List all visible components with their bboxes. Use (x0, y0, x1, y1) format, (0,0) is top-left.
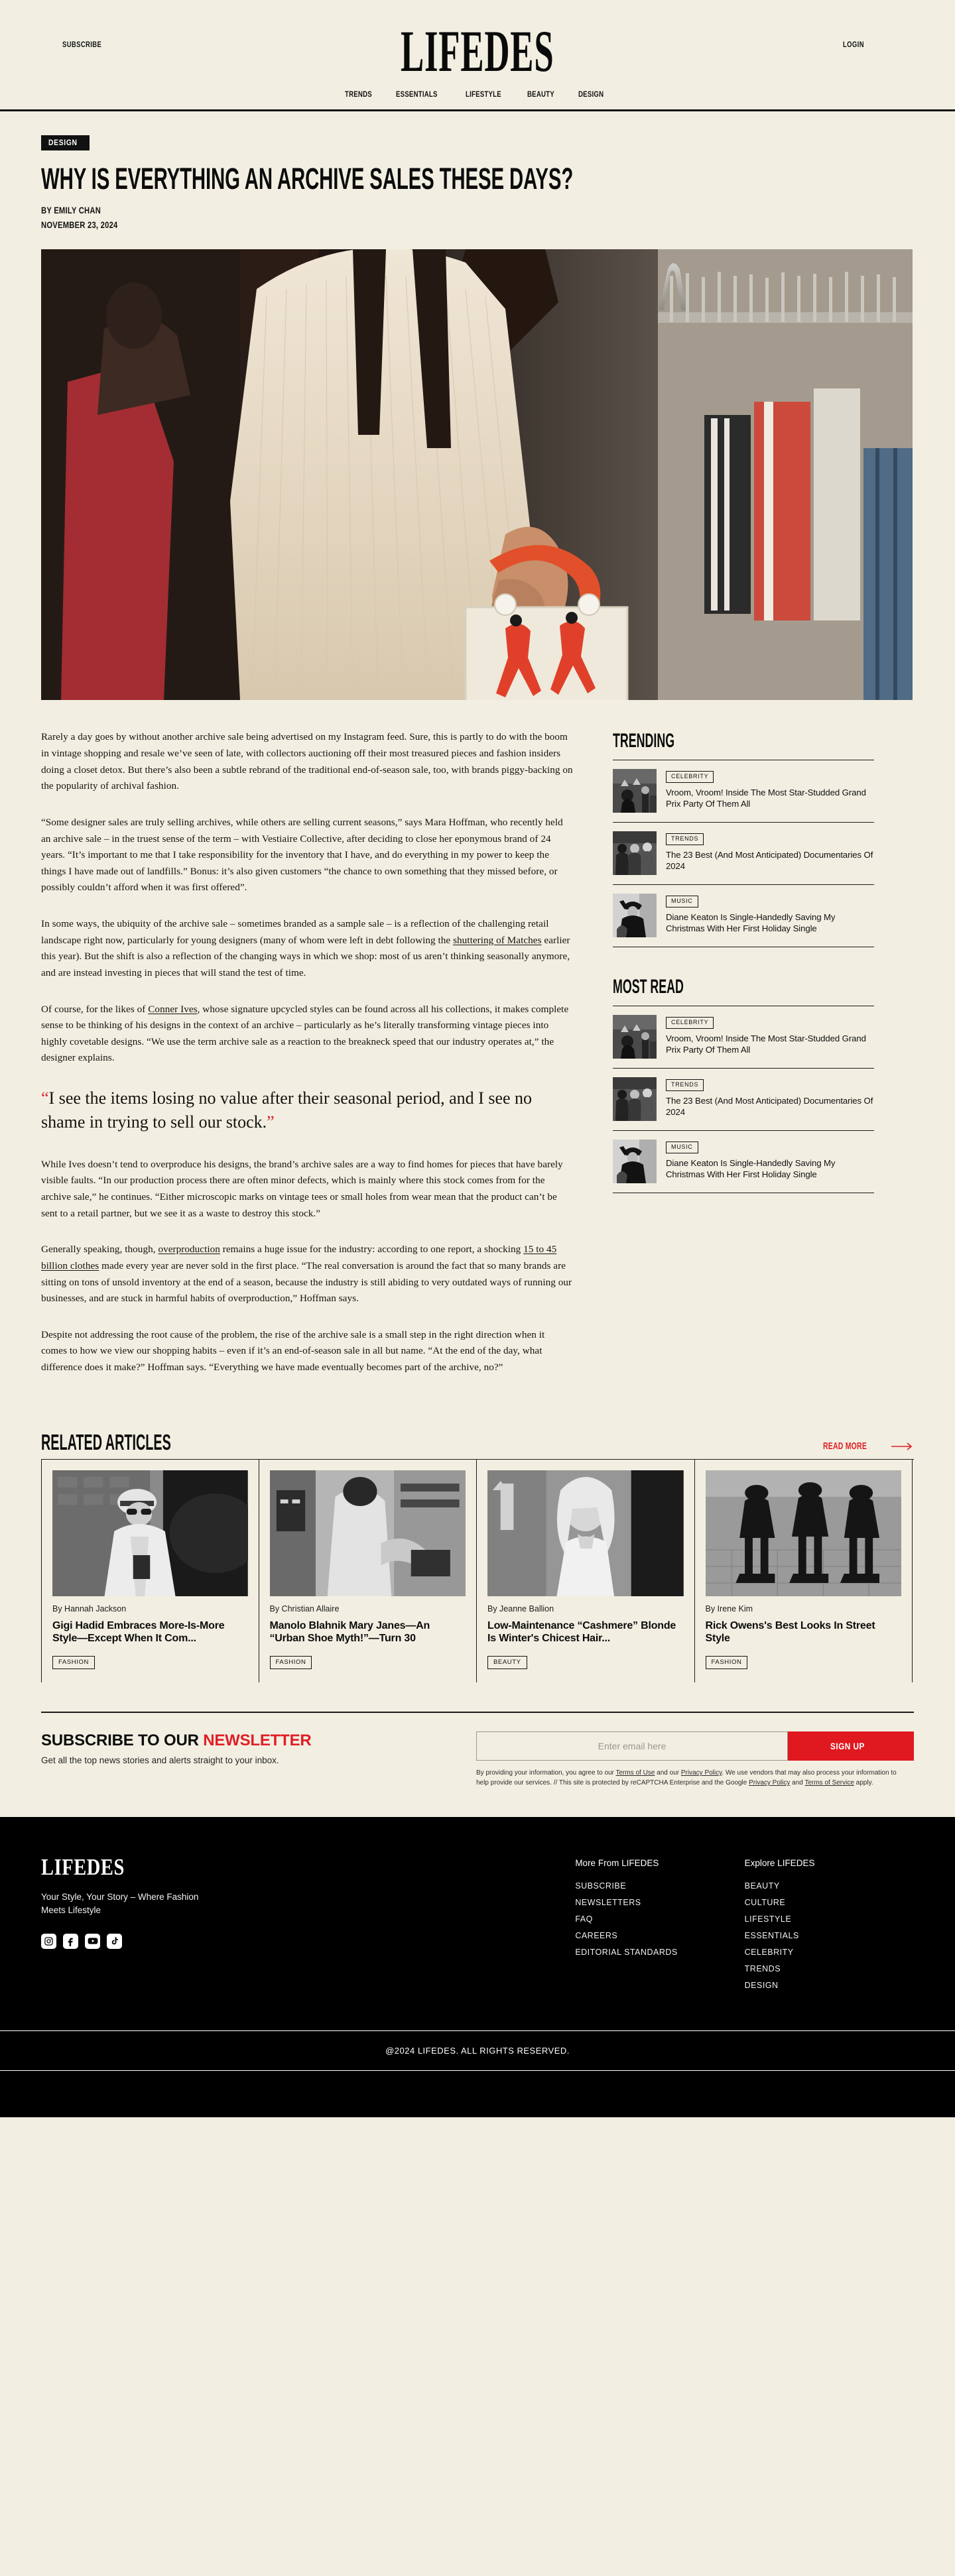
nav-item-design[interactable] (578, 89, 610, 99)
related-title (41, 1430, 238, 1455)
paragraph-text: , whose signature upcycled styles can be found across all his collections, it makes complete sense to be thinking of his designs in the context of an archive – particularly as he’s literally transforming vintage pieces into highly covetable designs. “We use the term archive sale as a reaction to the breakneck speed that our industry operates at,” the designer explains. (41, 1003, 569, 1064)
article-paragraph: “Some designer sales are truly selling archives, while others are selling current seasons,” says Mara Hoffman, who recently held an archive sale – in the truest sense of the term – with Vestiaire Collective, after deciding to close her eponymous brand of 24 years. “It’s important to me that I take responsibility for the inventory that I have, and do everything in my power to keep the things I have made out of landfills.” Bonus: it’s also given customers “the chance to own something that they missed before, or possibly couldn’t afford when it was first offered”. (41, 816, 563, 894)
page-title-text: WHY IS EVERYTHING AN ARCHIVE SALES THESE DAYS? (41, 162, 574, 196)
article-paragraph (41, 916, 573, 982)
site-logo-text: LIFEDES (401, 19, 554, 85)
footer-link-essentials[interactable]: ESSENTIALS (744, 1931, 799, 1941)
card-author: By Hannah Jackson (52, 1604, 127, 1613)
status-badge[interactable]: MUSIC (666, 896, 698, 908)
status-badge[interactable]: TRENDS (666, 833, 704, 846)
list-item-headline: Diane Keaton Is Single-Handedly Saving My Christmas With Her First Holiday Single (666, 1158, 836, 1180)
footer-columns (0, 1855, 955, 1997)
newsletter-signup-section (41, 1712, 914, 1817)
pull-quote-text: I see the items losing no value after their seasonal period, and I see no shame in trying to sell our stock. (41, 1088, 533, 1132)
footer-column-explore (745, 1855, 914, 1997)
thumbnail-image (613, 894, 657, 937)
copyright-bar (0, 2030, 955, 2071)
card-tag[interactable]: FASHION (270, 1656, 312, 1670)
list-item-headline: Diane Keaton Is Single-Handedly Saving My Christmas With Her First Holiday Single (666, 912, 836, 934)
nav-label: ESSENTIALS (396, 89, 438, 99)
card-tag[interactable]: FASHION (52, 1656, 95, 1670)
footer-link-culture[interactable]: CULTURE (744, 1898, 786, 1908)
list-item-headline: The 23 Best (And Most Anticipated) Documentaries Of 2024 (666, 1096, 873, 1118)
privacy-policy-link[interactable]: Privacy Policy (680, 1769, 722, 1777)
header-subscribe-label: SUBSCRIBE (62, 41, 102, 49)
footer-column-title: More From LIFEDES (575, 1858, 659, 1869)
most-read-title (613, 975, 874, 998)
paragraph-text: In some ways, the ubiquity of the archive sale – sometimes branded as a sample sale – is a reflection of the challenging retail landscape right now, particularly for young designers (many of whom were left in debt following the (41, 918, 549, 946)
nav-label: BEAUTY (527, 89, 554, 99)
most-read-module (613, 975, 874, 1193)
list-item-meta (666, 894, 874, 935)
newsletter-legal-text (476, 1768, 907, 1788)
most-read-title-text: MOST READ (613, 975, 684, 998)
card-headline: Low-Maintenance “Cashmere” Blonde Is Winter's Chicest Hair... (487, 1619, 676, 1645)
site-logo[interactable] (0, 19, 955, 85)
card-author: By Irene Kim (705, 1604, 753, 1613)
card-tag[interactable]: FASHION (706, 1656, 748, 1670)
article-paragraph (41, 1002, 573, 1067)
status-badge[interactable]: CELEBRITY (666, 771, 714, 784)
quote-open-mark: “ (41, 1088, 49, 1108)
instagram-icon[interactable] (41, 1934, 56, 1949)
legal-part: and (790, 1779, 805, 1787)
newsletter-copy (41, 1731, 312, 1765)
related-card[interactable] (259, 1460, 478, 1683)
card-thumbnail (52, 1470, 248, 1596)
related-title-text: RELATED ARTICLES (41, 1430, 171, 1455)
article-date: NOVEMBER 23, 2024 (41, 219, 118, 230)
status-badge[interactable]: TRENDS (666, 1079, 704, 1092)
related-cards-row (41, 1459, 914, 1683)
footer-link-lifestyle[interactable]: LIFESTYLE (744, 1914, 792, 1924)
status-badge[interactable]: MUSIC (666, 1142, 698, 1154)
article-author: BY EMILY CHAN (41, 205, 101, 215)
article-paragraph (41, 1242, 573, 1307)
site-footer (0, 1817, 955, 2117)
newsletter-title-accent: NEWSLETTER (203, 1731, 312, 1750)
related-articles-section (0, 1396, 955, 1683)
list-item[interactable] (613, 1069, 874, 1131)
list-item[interactable] (613, 885, 874, 947)
card-art-cashmere-blonde (487, 1470, 684, 1596)
footer-column-more-from (575, 1855, 744, 1997)
social-links (41, 1934, 575, 1949)
footer-column-title: Explore LIFEDES (744, 1858, 815, 1869)
facebook-icon[interactable] (63, 1934, 78, 1949)
article-sidebar (613, 729, 874, 1193)
inline-link-matches[interactable]: shuttering of Matches (453, 934, 542, 946)
article-hero-image (41, 249, 913, 700)
site-header (0, 0, 955, 111)
card-thumbnail (270, 1470, 466, 1596)
footer-link-faq[interactable]: FAQ (575, 1914, 593, 1924)
thumbnail-image (613, 769, 657, 813)
footer-logo[interactable]: LIFEDES (41, 1853, 125, 1881)
header-login-link[interactable] (843, 41, 869, 49)
quote-close-mark: ” (267, 1112, 275, 1132)
page-title (41, 162, 955, 196)
footer-link-careers[interactable]: CAREERS (575, 1931, 618, 1941)
list-item-meta (666, 769, 874, 810)
sign-up-button[interactable] (788, 1731, 914, 1761)
legal-part: apply. (854, 1779, 873, 1787)
article-text-column (41, 729, 613, 1395)
thumb-art-documentaries (613, 1077, 657, 1121)
list-item-meta (666, 1077, 874, 1118)
card-art-gigi-hadid (52, 1470, 248, 1596)
article-body-region (0, 700, 955, 1395)
legal-part: . We use vendors that may also process your information to help provide our services. // This site is protected by reCAPTCHA Enterprise and the Google (476, 1769, 897, 1787)
paragraph-text: Generally speaking, though, (41, 1244, 159, 1256)
email-field[interactable] (476, 1731, 788, 1761)
card-headline: Rick Owens's Best Looks In Street Style (705, 1619, 875, 1645)
card-thumbnail (487, 1470, 684, 1596)
inline-link-billion-clothes[interactable]: 15 to 45 billion clothes (41, 1244, 557, 1271)
tiktok-icon[interactable] (107, 1934, 122, 1949)
article-paragraph: Rarely a day goes by without another archive sale being advertised on my Instagram feed. Sure, this is partly to do with the boom in vintage shopping and resale we’ve seen of late, with collectors auctioning off their most treasured pieces and fashion insiders doing a closet detox. But there’s also been a subtle rebrand of the traditional end-of-season sale, too, with brands piggy-backing on the popularity of archival fashion. (41, 731, 573, 792)
list-item[interactable] (613, 823, 874, 885)
card-art-rick-owens (706, 1470, 902, 1596)
legal-part: and our (655, 1769, 681, 1777)
article-category-label: DESIGN (48, 138, 78, 147)
card-thumbnail (706, 1470, 902, 1596)
article-byline (41, 204, 955, 232)
related-header (41, 1430, 914, 1459)
footer-link-subscribe[interactable]: SUBSCRIBE (575, 1881, 627, 1891)
thumb-art-diane-keaton (613, 894, 657, 937)
newsletter-title (41, 1733, 312, 1749)
thumbnail-image (613, 1015, 657, 1059)
inline-link-conner-ives[interactable]: Conner Ives (148, 1003, 198, 1015)
thumbnail-image (613, 831, 657, 875)
trending-title-text: TRENDING (613, 729, 675, 752)
terms-of-use-link[interactable]: Terms of Use (615, 1769, 655, 1777)
newsletter-form (476, 1731, 914, 1761)
newsletter-subtitle: Get all the top news stories and alerts straight to your inbox. (41, 1755, 279, 1766)
pull-quote (41, 1086, 565, 1134)
paragraph-text: made every year are never sold in the first place. “The real conversation is around the fact that so many brands are sitting on tons of unsold inventory at the end of a season, because the industry is still abiding to very outdated ways of running our businesses, and are stuck in harmful habits of overproduction,” Hoffman says. (41, 1259, 572, 1305)
main-navigation (0, 89, 955, 99)
nav-item-beauty[interactable] (527, 89, 561, 99)
card-tag[interactable]: BEAUTY (487, 1656, 527, 1670)
article-header (0, 111, 955, 232)
list-item[interactable] (613, 760, 874, 823)
paragraph-text: earlier this year). But the shift is also a reflection of the changing ways in which we shop: most of us aren’t thinking seasonally anymore, and are instead investing in pieces that will stand the test of time. (41, 934, 570, 978)
list-item[interactable] (613, 1131, 874, 1193)
read-more-label: READ MORE (822, 1440, 867, 1452)
footer-link-trends[interactable]: TRENDS (744, 1964, 781, 1974)
read-more-button[interactable] (823, 1439, 914, 1454)
spacer (613, 947, 874, 978)
newsletter-title-plain: SUBSCRIBE TO OUR (41, 1731, 204, 1750)
card-author: By Christian Allaire (269, 1604, 340, 1613)
header-login-label: LOGIN (843, 41, 864, 49)
thumb-art-grand-prix (613, 769, 657, 813)
nav-item-lifestyle[interactable] (466, 89, 510, 99)
related-card[interactable] (477, 1460, 695, 1683)
footer-bottom-spacer (0, 2071, 955, 2117)
paragraph-text: remains a huge issue for the industry: according to one report, a shocking (220, 1244, 524, 1256)
nav-label: TRENDS (345, 89, 372, 99)
article-paragraph: While Ives doesn’t tend to overproduce his designs, the brand’s archive sales are a way to find homes for pieces that have barely visible faults. “In our production process there are often minor defects, which is mainly where this stock comes from for the archive sale,” he continues. “Either microscopic marks on vintage tees or small holes from wear mean that the product can’t be sent to a retail partner, but we see it as a waste to destroy this stock.” (41, 1158, 563, 1219)
youtube-icon[interactable] (85, 1934, 100, 1949)
nav-label: LIFESTYLE (465, 89, 501, 99)
footer-link-editorial-standards[interactable]: EDITORIAL STANDARDS (575, 1948, 678, 1958)
trending-module (613, 729, 874, 947)
list-item-meta (666, 831, 874, 872)
list-item-meta (666, 1140, 874, 1181)
card-art-manolo-blahnik (270, 1470, 466, 1596)
paragraph-text: Of course, for the likes of (41, 1003, 149, 1015)
related-card[interactable] (695, 1460, 913, 1683)
copyright-text: @2024 LIFEDES. ALL RIGHTS RESERVED. (385, 2046, 570, 2056)
article-paragraph: Despite not addressing the root cause of the problem, the rise of the archive sale is a small step in the right direction when it comes to how we view our shopping habits – even if it’s an end-of-season sale in all but name. “At the end of the day, what difference does it make?” Hoffman says. “Everything we have made eventually becomes part of the archive, no?” (41, 1328, 545, 1373)
card-headline: Manolo Blahnik Mary Janes—An “Urban Shoe Myth!”—Turn 30 (269, 1619, 430, 1645)
footer-brand-block (41, 1855, 575, 1997)
inline-link-overproduction[interactable]: overproduction (158, 1244, 220, 1256)
related-card[interactable] (41, 1460, 259, 1683)
arrow-right-icon (891, 1442, 914, 1450)
nav-item-trends[interactable] (345, 89, 379, 99)
card-author: By Jeanne Ballion (487, 1604, 554, 1613)
google-privacy-policy-link[interactable]: Privacy Policy (749, 1779, 791, 1787)
thumbnail-image (613, 1077, 657, 1121)
nav-label: DESIGN (578, 89, 604, 99)
footer-link-newsletters[interactable]: NEWSLETTERS (575, 1898, 641, 1908)
footer-tagline: Your Style, Your Story – Where Fashion Meets Lifestyle (41, 1892, 199, 1916)
thumb-art-documentaries (613, 831, 657, 875)
article-category-badge[interactable] (41, 135, 90, 150)
list-item-meta (666, 1015, 874, 1056)
footer-link-celebrity[interactable]: CELEBRITY (744, 1948, 794, 1958)
list-item-headline: Vroom, Vroom! Inside The Most Star-Studded Grand Prix Party Of Them All (666, 1033, 866, 1055)
newsletter-form-area (476, 1731, 914, 1788)
thumbnail-image (613, 1140, 657, 1183)
thumb-art-grand-prix (613, 1015, 657, 1059)
legal-part: By providing your information, you agree to our (476, 1769, 616, 1777)
hero-photo-illustration (41, 249, 913, 700)
card-headline: Gigi Hadid Embraces More-Is-More Style—Except When It Com... (52, 1619, 225, 1645)
list-item[interactable] (613, 1006, 874, 1069)
list-item-headline: Vroom, Vroom! Inside The Most Star-Studded Grand Prix Party Of Them All (666, 788, 866, 809)
list-item-headline: The 23 Best (And Most Anticipated) Documentaries Of 2024 (666, 850, 873, 872)
google-terms-of-service-link[interactable]: Terms of Service (804, 1779, 854, 1787)
nav-item-essentials[interactable] (396, 89, 448, 99)
sign-up-label: SIGN UP (830, 1741, 865, 1752)
footer-link-beauty[interactable]: BEAUTY (744, 1881, 780, 1891)
thumb-art-diane-keaton (613, 1140, 657, 1183)
footer-link-design[interactable]: DESIGN (744, 1981, 779, 1991)
trending-title (613, 729, 874, 752)
status-badge[interactable]: CELEBRITY (666, 1017, 714, 1029)
